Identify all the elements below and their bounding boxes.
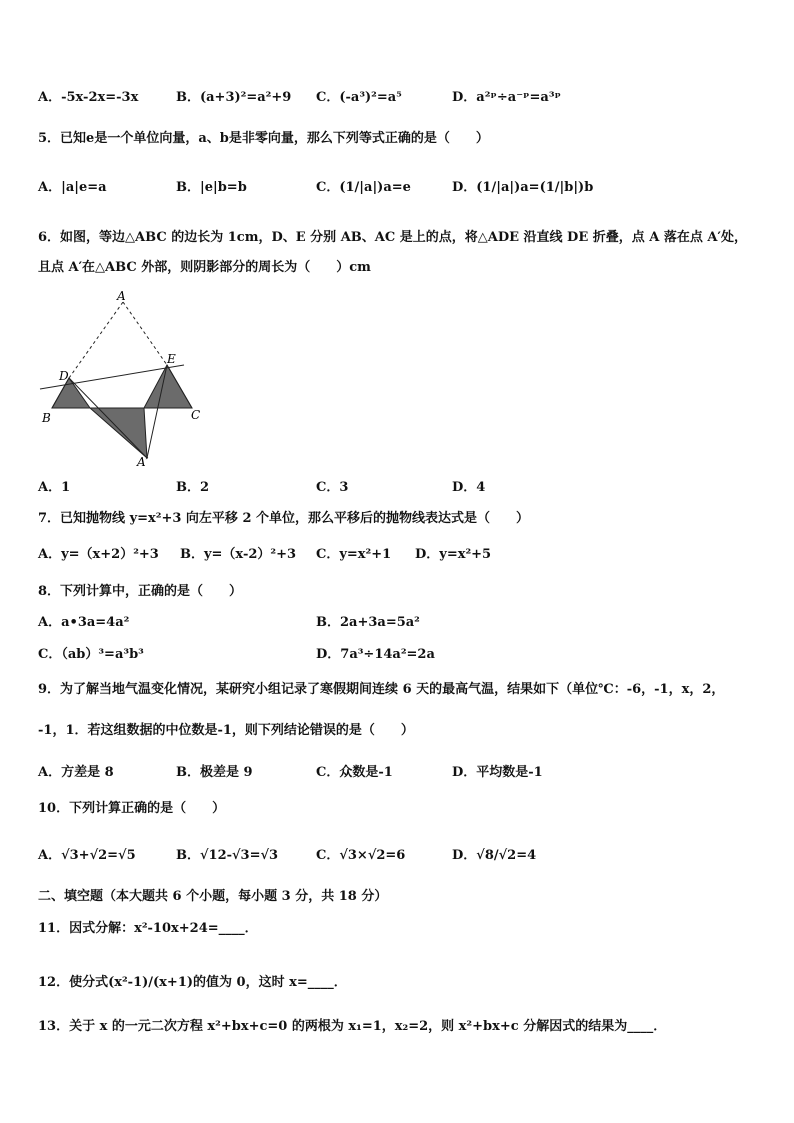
q4-option-d: D．a²ᵖ÷a⁻ᵖ=a³ᵖ <box>452 90 562 105</box>
section2-title: 二、填空题（本大题共 6 个小题，每小题 3 分，共 18 分） <box>38 889 388 904</box>
q7-option-b: B．y=（x-2）²+3 <box>180 547 297 562</box>
q11-stem: 11．因式分解：x²-10x+24=____． <box>38 921 258 936</box>
q5-option-d: D．(1/|a|)a=(1/|b|)b <box>452 180 594 195</box>
q6-stem-line2: 且点 A′在△ABC 外部，则阴影部分的周长为（ ）cm <box>38 260 371 275</box>
folded-side-ea <box>147 365 167 458</box>
q6-option-a: A．1 <box>38 480 71 495</box>
q9-option-d: D．平均数是-1 <box>452 765 543 780</box>
q7-option-d: D．y=x²+5 <box>415 547 492 562</box>
q13-stem: 13．关于 x 的一元二次方程 x²+bx+c=0 的两根为 x₁=1，x₂=2，则 x²+bx+c 分解因式的结果为____． <box>38 1019 667 1034</box>
label-e: E <box>167 352 176 366</box>
label-a: A <box>117 289 126 303</box>
q6-stem-line1: 6．如图，等边△ABC 的边长为 1cm，D、E 分别 AB、AC 是上的点，将△ADE 沿直线 DE 折叠，点 A 落在点 A′处， <box>38 230 747 245</box>
q5-option-b: B．|e|b=b <box>176 180 247 195</box>
label-b: B <box>42 411 51 425</box>
label-d: D <box>59 369 69 383</box>
label-a-prime: A′ <box>137 455 149 468</box>
q9-option-c: C．众数是-1 <box>316 765 393 780</box>
q6-option-c: C．3 <box>316 480 349 495</box>
q12-stem: 12．使分式(x²-1)/(x+1)的值为 0，这时 x=____． <box>38 975 347 990</box>
q9-stem-line1: 9．为了解当地气温变化情况，某研究小组记录了寒假期间连续 6 天的最高气温，结果如下（单位℃：-6，-1，x，2， <box>38 682 725 697</box>
q7-option-c: C．y=x²+1 <box>316 547 392 562</box>
q6-option-b: B．2 <box>176 480 210 495</box>
label-c: C <box>191 408 201 422</box>
q9-stem-line2: -1，1．若这组数据的中位数是-1，则下列结论错误的是（ ） <box>38 723 414 738</box>
q5-stem: 5．已知e是一个单位向量，a、b是非零向量，那么下列等式正确的是（ ） <box>38 131 489 146</box>
q8-stem: 8．下列计算中，正确的是（ ） <box>38 584 243 599</box>
q10-option-c: C．√3×√2=6 <box>316 848 406 863</box>
q4-option-a: A．-5x-2x=-3x <box>38 90 139 105</box>
q9-option-b: B．极差是 9 <box>176 765 253 780</box>
q7-option-a: A．y=（x+2）²+3 <box>38 547 159 562</box>
q8-option-c: C．（ab）³=a³b³ <box>38 647 144 662</box>
q6-option-d: D．4 <box>452 480 486 495</box>
q8-option-b: B．2a+3a=5a² <box>316 615 420 630</box>
dashed-side-ad <box>69 302 123 378</box>
q10-option-a: A．√3+√2=√5 <box>38 848 136 863</box>
q7-stem: 7．已知抛物线 y=x²+3 向左平移 2 个单位，那么平移后的抛物线表达式是（ ） <box>38 511 530 526</box>
q8-option-a: A．a•3a=4a² <box>38 615 130 630</box>
q4-option-c: C．(-a³)²=a⁵ <box>316 90 402 105</box>
folded-triangle-figure <box>36 288 206 468</box>
q4-option-b: B．(a+3)²=a²+9 <box>176 90 292 105</box>
q8-option-d: D．7a³÷14a²=2a <box>316 647 435 662</box>
q5-option-a: A．|a|e=a <box>38 180 107 195</box>
dashed-side-ae <box>123 302 167 365</box>
q10-stem: 10．下列计算正确的是（ ） <box>38 801 226 816</box>
shaded-region-bottom <box>90 408 147 458</box>
q5-option-c: C．(1/|a|)a=e <box>316 180 411 195</box>
q10-option-d: D．√8/√2=4 <box>452 848 537 863</box>
q9-option-a: A．方差是 8 <box>38 765 114 780</box>
q10-option-b: B．√12-√3=√3 <box>176 848 279 863</box>
shaded-region-right <box>144 365 192 408</box>
